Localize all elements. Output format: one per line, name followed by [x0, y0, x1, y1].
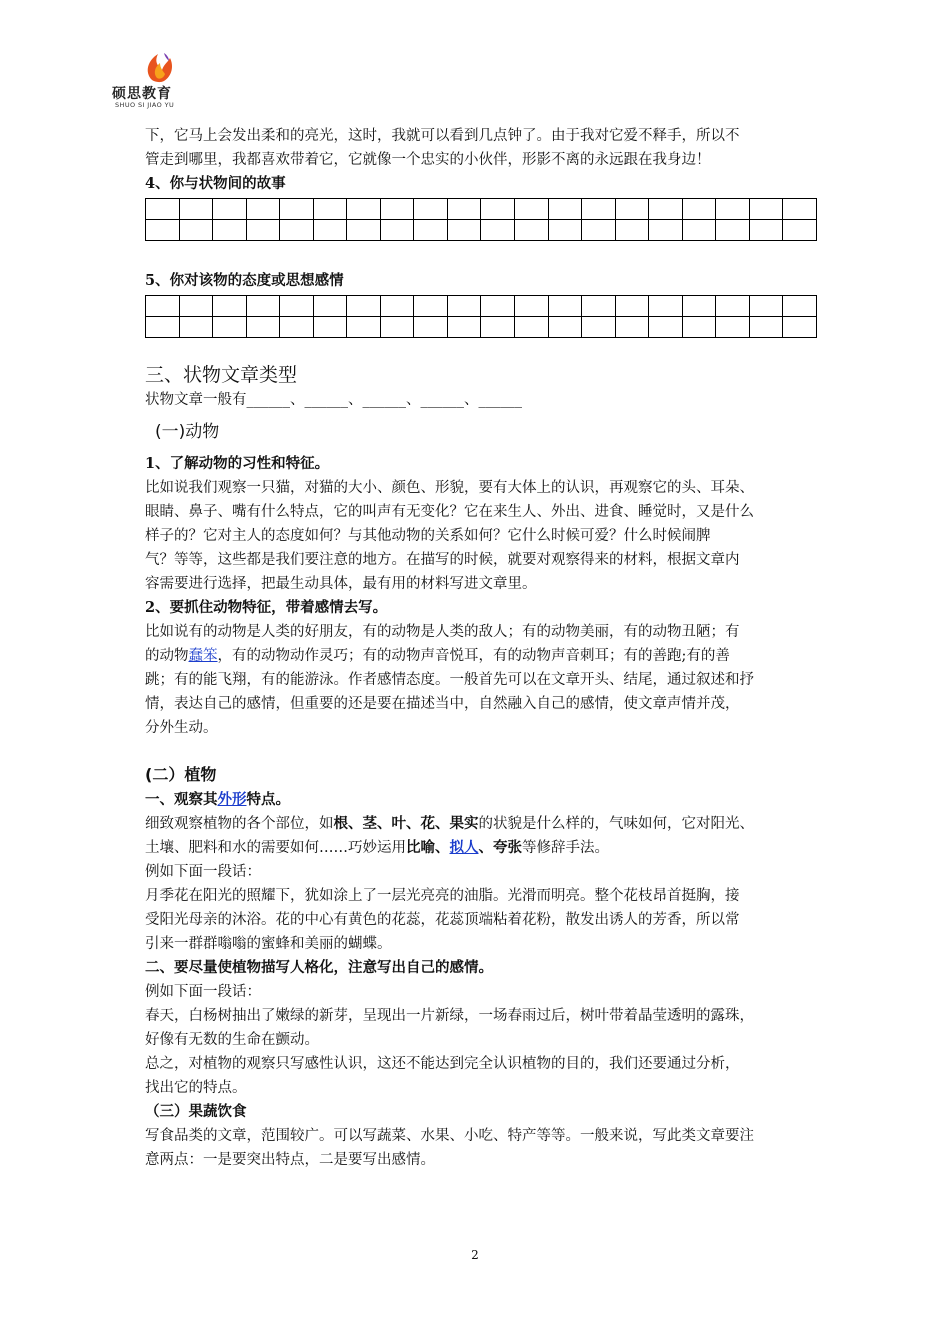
paragraph-line: 分外生动。 — [145, 720, 218, 736]
paragraph-line: 月季花在阳光的照耀下，犹如涂上了一层光亮亮的油脂。光滑而明亮。整个花枝昂首挺胸，接 — [145, 888, 740, 904]
page-number: 2 — [471, 1248, 479, 1262]
paragraph-line: 总之，对植物的观察只写感性认识，这还不能达到完全认识植物的目的，我们还要通过分析， — [145, 1056, 740, 1072]
food-title: （三）果蔬饮食 — [145, 1104, 247, 1120]
paragraph-line: 情，表达自己的感情，但重要的还是要在描述当中，自然融入自己的感情，使文章声情并茂， — [145, 696, 740, 712]
paragraph-line: 写食品类的文章，范围较广。可以写蔬菜、水果、小吃、特产等等。一般来说，写此类文章要注 — [145, 1128, 754, 1144]
animals-point2-title: 2、要抓住动物特征，带着感情去写。 — [145, 599, 388, 616]
text-bold: 根、茎、叶、花、果实 — [333, 815, 479, 832]
paragraph-line: 眼睛、鼻子、嘴有什么特点，它的叫声有无变化？它在来生人、外出、进食、睡觉时，又是什么 — [145, 504, 754, 520]
types-line: 状物文章一般有______、______、______、______、______ — [145, 392, 522, 408]
paragraph-line — [145, 836, 817, 860]
paragraph-line: 受阳光母亲的沐浴。花的中心有黄色的花蕊，花蕊顶端粘着花粉，散发出诱人的芳香，所以常 — [145, 912, 740, 928]
paragraph-line: 好像有无数的生命在颤动。 — [145, 1032, 319, 1048]
text-segment: 一、观察其 — [145, 791, 218, 808]
paragraph-line: 比如说有的动物是人类的好朋友，有的动物是人类的敌人；有的动物美丽，有的动物丑陋；有 — [145, 624, 740, 640]
animals-point1-title: 1、了解动物的习性和特征。 — [145, 455, 330, 472]
text-bold: 夸张 — [493, 839, 522, 856]
writing-grid-story — [145, 198, 817, 241]
paragraph-line: 引来一群群嗡嗡的蜜蜂和美丽的蝴蝶。 — [145, 936, 392, 952]
plants-title: (二）植物 — [145, 765, 217, 784]
paragraph-line: 意两点：一是要突出特点，二是要写出感情。 — [145, 1152, 435, 1168]
paragraph-line: 比如说我们观察一只猫，对猫的大小、颜色、形貌，要有大体上的认识，再观察它的头、耳朵、 — [145, 480, 754, 496]
text-bold: 、 — [435, 839, 450, 856]
example-label: 例如下面一段话： — [145, 984, 261, 1000]
text-segment: 的动物 — [145, 648, 189, 664]
logo — [112, 50, 212, 109]
hyperlink[interactable]: 蠢笨 — [188, 648, 218, 664]
section-title: 三、状物文章类型 — [145, 364, 298, 386]
paragraph-line: 找出它的特点。 — [145, 1080, 247, 1096]
heading-feelings: 5、你对该物的态度或思想感情 — [145, 272, 344, 289]
paragraph-line: 气？等等，这些都是我们要注意的地方。在描写的时候，就要对观察得来的材料，根据文章内 — [145, 552, 740, 568]
heading-story: 4、你与状物间的故事 — [145, 175, 286, 192]
plants-point1-title — [145, 788, 817, 812]
hyperlink[interactable]: 外形 — [217, 791, 247, 808]
paragraph-line — [145, 644, 817, 668]
text-segment: 等修辞手法。 — [522, 840, 609, 856]
logo-name-cn: 硕思教育 — [112, 86, 172, 102]
paragraph-line: 容需要进行选择，把最生动具体，最有用的材料写进文章里。 — [145, 576, 537, 592]
text-bold: 、 — [478, 839, 493, 856]
document-body — [145, 124, 817, 1172]
text-segment: 土壤、肥料和水的需要如何……巧妙运用 — [145, 840, 406, 856]
plants-point2-title: 二、要尽量使植物描写人格化，注意写出自己的感情。 — [145, 959, 493, 976]
intro-line: 管走到哪里，我都喜欢带着它，它就像一个忠实的小伙伴，形影不离的永远跟在我身边！ — [145, 152, 711, 168]
example-label: 例如下面一段话： — [145, 864, 261, 880]
text-segment: ，有的动物动作灵巧；有的动物声音悦耳，有的动物声音刺耳；有的善跑;有的善 — [217, 648, 730, 664]
paragraph-line: 跳；有的能飞翔，有的能游泳。作者感情态度。一般首先可以在文章开头、结尾，通过叙述和抒 — [145, 672, 754, 688]
logo-name-en: SHUO SI JIAO YU — [115, 101, 175, 109]
intro-line: 下，它马上会发出柔和的亮光，这时，我就可以看到几点钟了。由于我对它爱不释手，所以不 — [145, 128, 740, 144]
paragraph-line: 样子的？它对主人的态度如何？与其他动物的关系如何？它什么时候可爱？什么时候闹脾 — [145, 528, 711, 544]
writing-grid-feelings — [145, 295, 817, 338]
animals-title: (一)动物 — [155, 422, 220, 442]
text-segment: 特点。 — [246, 791, 290, 808]
text-bold: 比喻 — [406, 839, 435, 856]
hyperlink[interactable]: 拟人 — [449, 839, 479, 856]
paragraph-line — [145, 812, 817, 836]
flame-logo-icon — [142, 50, 178, 84]
paragraph-line: 春天，白杨树抽出了嫩绿的新芽，呈现出一片新绿，一场春雨过后，树叶带着晶莹透明的露珠， — [145, 1008, 754, 1024]
text-segment: 细致观察植物的各个部位，如 — [145, 816, 334, 832]
text-segment: 的状貌是什么样的，气味如何，它对阳光、 — [478, 816, 754, 832]
